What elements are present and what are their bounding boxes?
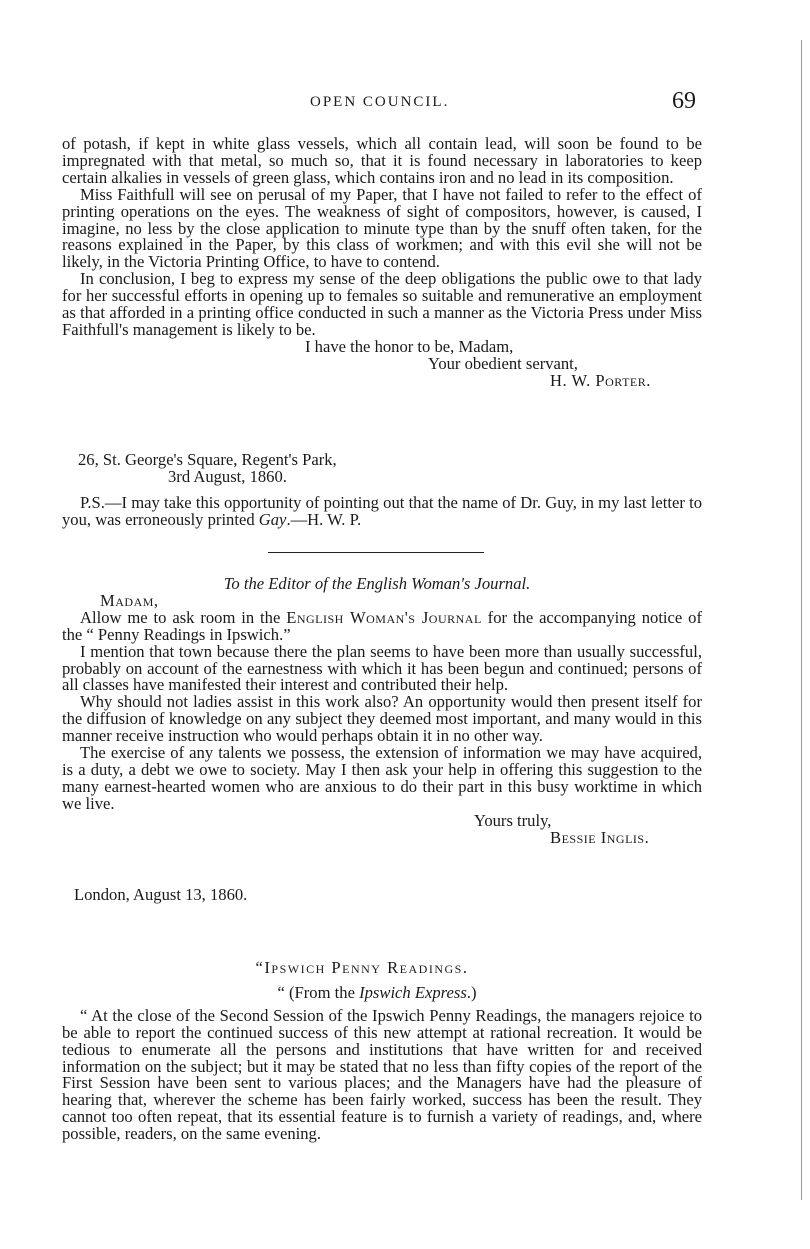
article-ipswich (62, 960, 702, 1143)
signature: Bessie Inglis. (550, 827, 650, 847)
postscript (62, 492, 702, 529)
signature: H. W. Porter. (550, 370, 651, 390)
article-title: “Ipswich Penny Readings. (255, 958, 469, 977)
closing-line: Yours truly, (474, 810, 552, 830)
letter-paragraph: In conclusion, I beg to express my sense of the deep obligations the public owe to that lady for her successful efforts in opening up to females so suitable and remunerative an employment as that afforded in a printing office conducted in such a manner as the Victoria Press under Miss Faithfull's management is likely to be. (62, 269, 702, 339)
place-date-line: London, August 13, 1860. (74, 885, 248, 904)
letter-paragraph: of potash, if kept in white glass vessels, which all contain lead, will soon be found to be impregnated with that metal, so much so, that it is found necessary in laboratories to keep certain alkalies in vessels of green glass, which contains iron and no lead in its composition. (62, 134, 702, 187)
ps-text: P.S.—I may take this opportunity of pointing out that the name of Dr. Guy, in my last letter to you, was erroneously printed (62, 492, 702, 529)
letter-heading: To the Editor of the English Woman's Journal. (223, 574, 531, 593)
p1-end: for the accompanying notice of the “ Penny Readings in Ipswich.” (62, 607, 702, 644)
article-paragraph: “ At the close of the Second Session of the Ipswich Penny Readings, the managers rejoice to be able to report the continued success of this new attempt at rational recreation. It would be tedious to enumerate all the persons and institutions that have written for and received information on the subject; but it may be stated that no less than fifty copies of the report of the First Session have been sent to various places; and the Managers have had the pleasure of hearing that, wherever the scheme has been fairly worked, success has been the result. They cannot too often repeat, that its essential feature is to furnish a variety of readings, and, where possible, readers, on the same evening. (62, 1005, 702, 1144)
source-text: “ (From the (277, 982, 360, 1002)
source-end: .) (466, 982, 477, 1002)
letter-paragraph: Miss Faithfull will see on perusal of my Paper, that I have not failed to refer to the effect of printing operations on the eyes. The weakness of sight of compositors, however, is caused, I imagine, no less by the close application to minute type than by the snuff often taken, for the reasons explained in the Paper, by this class of workmen; and with this evil she will not be likely, in the Victoria Printing Office, to have to contend. (62, 184, 702, 272)
letter-inglis (62, 576, 702, 847)
letter-porter-postscript (62, 452, 702, 529)
p1-text: Allow me to ask room in the (80, 607, 287, 627)
running-header (0, 88, 810, 118)
letter-paragraph (62, 607, 702, 644)
letter-paragraph: Why should not ladies assist in this work also? An opportunity would then present itself for the diffusion of knowledge on any subject they deemed most important, and many would in this manner receive instruction who would perhaps obtain it in no other way. (62, 692, 702, 746)
ps-italic: Gay (258, 509, 287, 529)
page-edge-line (801, 40, 802, 1200)
letter-porter-body (62, 136, 702, 390)
place-date (62, 887, 702, 904)
ps-end: .—H. W. P. (286, 509, 362, 529)
journal-name: English Woman's Journal (286, 607, 482, 627)
section-divider (268, 552, 484, 553)
closing-line: I have the honor to be, Madam, (305, 336, 514, 356)
article-source (62, 982, 702, 1002)
letter-paragraph: I mention that town because there the plan seems to have been more than usually successful, probably on account of the earnestness with which it has been begun and continued; persons of all classes have manifested their interest and contributed their help. (62, 641, 702, 695)
page-number: 69 (672, 88, 696, 114)
letter-paragraph: The exercise of any talents we possess, the extension of information we may have acquired, is a duty, a debt we owe to society. May I then ask your help in offering this suggestion to the many earnest-hearted women who are anxious to do their part in this busy worktime in which we live. (62, 743, 702, 813)
address-line: 26, St. George's Square, Regent's Park, (78, 450, 337, 469)
date-line: 3rd August, 1860. (168, 466, 287, 486)
running-title: OPEN COUNCIL. (310, 94, 450, 110)
closing-line: Your obedient servant, (428, 353, 578, 373)
salutation: Madam, (100, 590, 159, 610)
source-italic: Ipswich Express (359, 982, 467, 1002)
